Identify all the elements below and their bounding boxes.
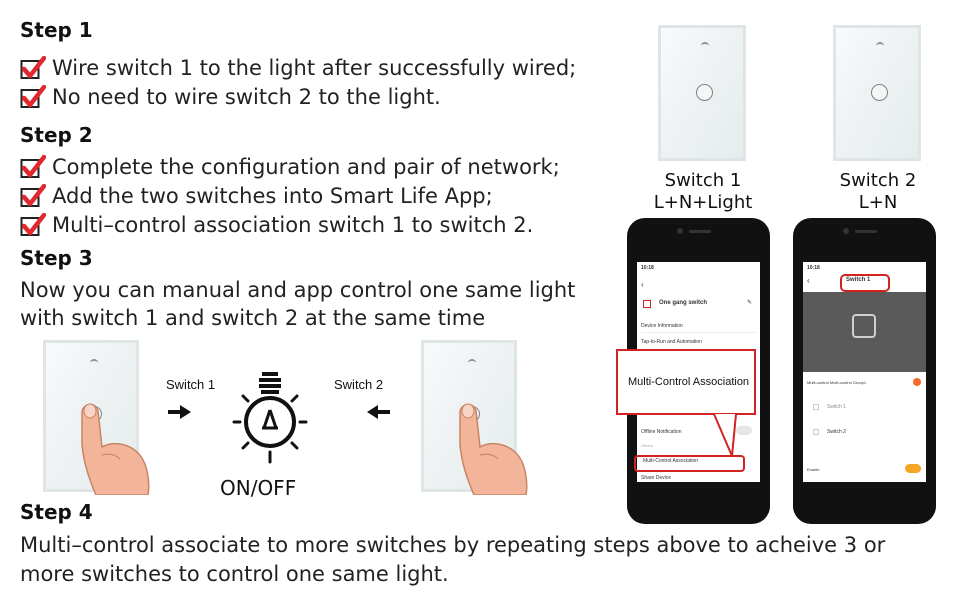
wall-switch-1 <box>658 25 746 161</box>
highlight-multi-control-row <box>634 455 745 472</box>
switch-2-wiring: L+N <box>858 192 898 213</box>
checkbox-checked-icon <box>20 155 46 179</box>
wifi-icon <box>90 359 98 366</box>
callout-text: Multi-Control Association <box>628 376 750 388</box>
arrow-right-icon <box>168 404 192 420</box>
step1-item-1 <box>20 56 576 80</box>
touch-button <box>871 84 888 101</box>
step3-line-2: with switch 1 and switch 2 at the same time <box>20 306 486 330</box>
power-button-icon[interactable] <box>852 314 876 338</box>
step1-item-text: No need to wire switch 2 to the light. <box>52 85 441 109</box>
back-icon[interactable]: ‹ <box>641 280 644 289</box>
step2-item-2 <box>20 184 493 208</box>
status-time: 10:18 <box>641 265 654 271</box>
step1-item-text: Wire switch 1 to the light after successfully wired; <box>52 56 577 80</box>
illus-switch2-label: Switch 2 <box>334 377 384 392</box>
switch-item-icon <box>813 429 819 435</box>
touch-button <box>696 84 713 101</box>
enable-label: Enable <box>807 467 820 472</box>
header-dark-area <box>803 292 926 372</box>
on-off-label: ON/OFF <box>220 476 297 500</box>
checkbox-checked-icon <box>20 184 46 208</box>
switch-item-icon <box>813 404 819 410</box>
step2-item-1 <box>20 155 560 179</box>
callout-box <box>616 349 756 415</box>
step4-line-1: Multi–control associate to more switches by repeating steps above to acheive 3 or <box>20 533 886 557</box>
back-icon[interactable]: ‹ <box>807 276 810 285</box>
checkbox-checked-icon <box>20 213 46 237</box>
wifi-icon <box>876 42 884 49</box>
device-title: One gang switch <box>659 300 708 306</box>
row-device-info[interactable]: Device Information <box>641 323 683 329</box>
step2-item-text: Complete the configuration and pair of network; <box>52 155 560 179</box>
row-tap-to-run[interactable]: Tap-to-Run and Automation <box>641 339 702 345</box>
switch-2-caption <box>823 170 933 214</box>
highlight-title <box>840 274 890 292</box>
row-others-2: Others <box>641 443 654 448</box>
switch-2-name: Switch 2 <box>839 170 917 191</box>
enable-toggle[interactable] <box>905 464 921 473</box>
finger-press-icon <box>450 395 530 495</box>
step1-item-2 <box>20 85 441 109</box>
switch-1-wiring: L+N+Light <box>653 192 753 213</box>
checkbox-checked-icon <box>20 85 46 109</box>
item-switch-1[interactable]: Switch 1 <box>827 404 846 410</box>
status-time: 10:18 <box>807 265 820 271</box>
row-multi-control[interactable]: Multi-Control Association <box>643 458 699 464</box>
switch-1-name: Switch 1 <box>664 170 742 191</box>
step3-title: Step 3 <box>20 246 93 270</box>
checkbox-checked-icon <box>20 56 46 80</box>
device-icon <box>643 300 651 308</box>
callout-pointer <box>712 413 740 457</box>
wifi-icon <box>701 42 709 49</box>
step2-title: Step 2 <box>20 123 93 147</box>
step2-item-3 <box>20 213 533 237</box>
step1-title: Step 1 <box>20 18 93 42</box>
delete-icon[interactable] <box>913 378 921 386</box>
group-label: Multi-control Multi-control Group1 <box>807 380 867 385</box>
step3-line-1: Now you can manual and app control one same light <box>20 278 576 302</box>
wall-switch-2 <box>833 25 921 161</box>
light-bulb-icon <box>228 370 312 474</box>
wifi-icon <box>468 359 476 366</box>
illus-switch1-label: Switch 1 <box>166 377 216 392</box>
phone-2-screen <box>803 262 926 482</box>
step4-title: Step 4 <box>20 500 93 524</box>
finger-press-icon <box>72 395 152 495</box>
arrow-left-icon <box>366 404 390 420</box>
row-share-device[interactable]: Share Device <box>641 475 672 481</box>
edit-icon[interactable]: ✎ <box>747 300 753 306</box>
switch-1-caption <box>648 170 758 214</box>
step2-item-text: Multi–control association switch 1 to switch 2. <box>52 213 534 237</box>
row-offline-notification[interactable]: Offline Notification <box>641 429 682 435</box>
screen-title: Switch 1 <box>846 277 871 283</box>
item-switch-2[interactable]: Switch 2 <box>827 429 846 435</box>
phone-2 <box>793 218 936 524</box>
step4-line-2: more switches to control one same light. <box>20 562 449 586</box>
step2-item-text: Add the two switches into Smart Life App; <box>52 184 493 208</box>
